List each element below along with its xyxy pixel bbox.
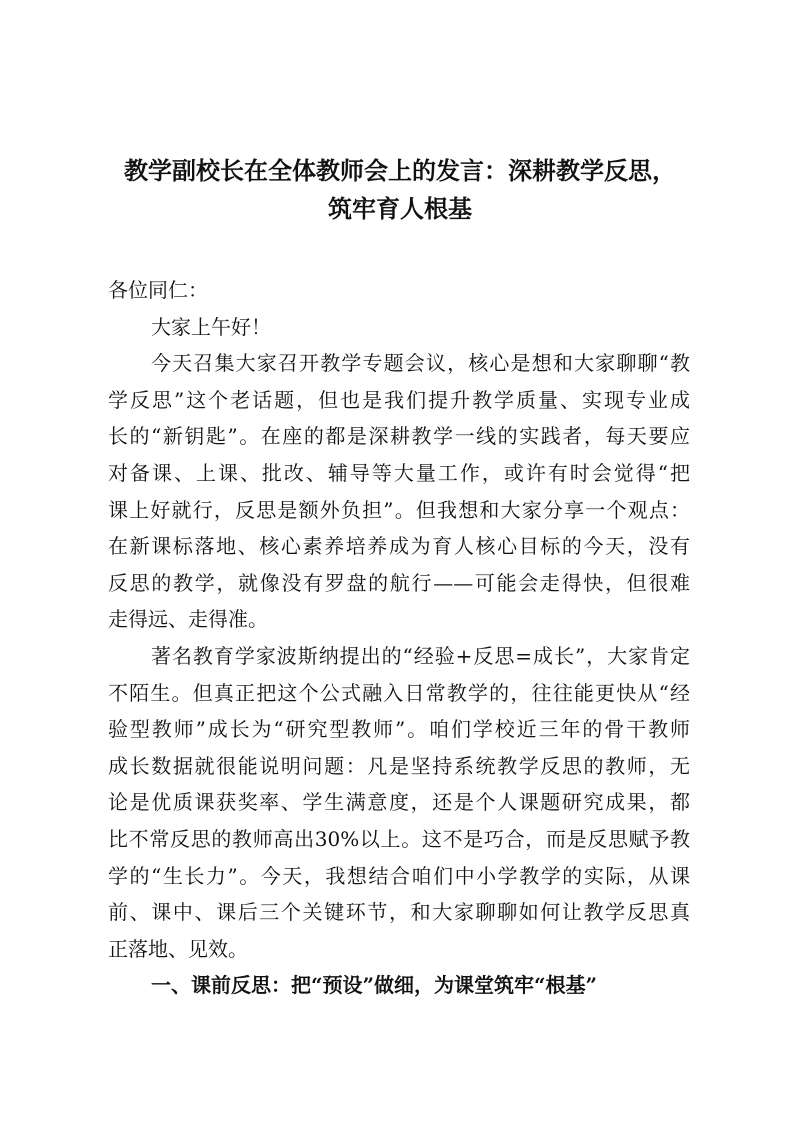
text-line: 比不常反思的教师高出30%以上。这不是巧合，而是反思赋予教 [108, 826, 690, 851]
text-line: 学反思”这个老话题，但也是我们提升教学质量、实现专业成 [108, 387, 690, 412]
title-line: 筑牢育人根基 [328, 195, 472, 223]
text-line: 验型教师”成长为“研究型教师”。咱们学校近三年的骨干教师 [108, 717, 690, 742]
paragraph-2 [108, 638, 690, 967]
text-line: 走得远、走得准。 [108, 607, 268, 632]
text-line: 著名教育学家波斯纳提出的“经验+反思=成长”，大家肯定 [151, 643, 690, 668]
title-line: 教学副校长在全体教师会上的发言：深耕教学反思， [124, 157, 676, 185]
text-line: 对备课、上课、批改、辅导等大量工作，或许有时会觉得“把 [108, 460, 690, 485]
salutation: 各位同仁： [108, 278, 208, 302]
text-line: 论是优质课获奖率、学生满意度，还是个人课题研究成果，都 [108, 790, 690, 815]
text-line: 反思的教学，就像没有罗盘的航行——可能会走得快，但很难 [108, 570, 690, 595]
text-line: 课上好就行，反思是额外负担”。但我想和大家分享一个观点： [108, 497, 690, 522]
text-line: 前、课中、课后三个关键环节，和大家聊聊如何让教学反思真 [108, 900, 690, 925]
paragraph-1 [108, 345, 690, 638]
text-line: 学的“生长力”。今天，我想结合咱们中小学教学的实际，从课 [108, 863, 690, 888]
text-line: 成长数据就很能说明问题：凡是坚持系统教学反思的教师，无 [108, 753, 690, 778]
section-heading: 一、课前反思：把“预设”做细，为课堂筑牢“根基” [151, 973, 598, 998]
text-line: 不陌生。但真正把这个公式融入日常教学的，往往能更快从“经 [108, 680, 690, 705]
text-line: 长的“新钥匙”。在座的都是深耕教学一线的实践者，每天要应 [108, 424, 690, 449]
text-line: 今天召集大家召开教学专题会议，核心是想和大家聊聊“教 [151, 351, 690, 376]
greeting: 大家上午好！ [151, 314, 271, 339]
text-line: 正落地、见效。 [108, 936, 248, 961]
text-line: 在新课标落地、核心素养培养成为育人核心目标的今天，没有 [108, 534, 690, 559]
document-title [100, 152, 700, 228]
document-body [108, 272, 690, 1004]
